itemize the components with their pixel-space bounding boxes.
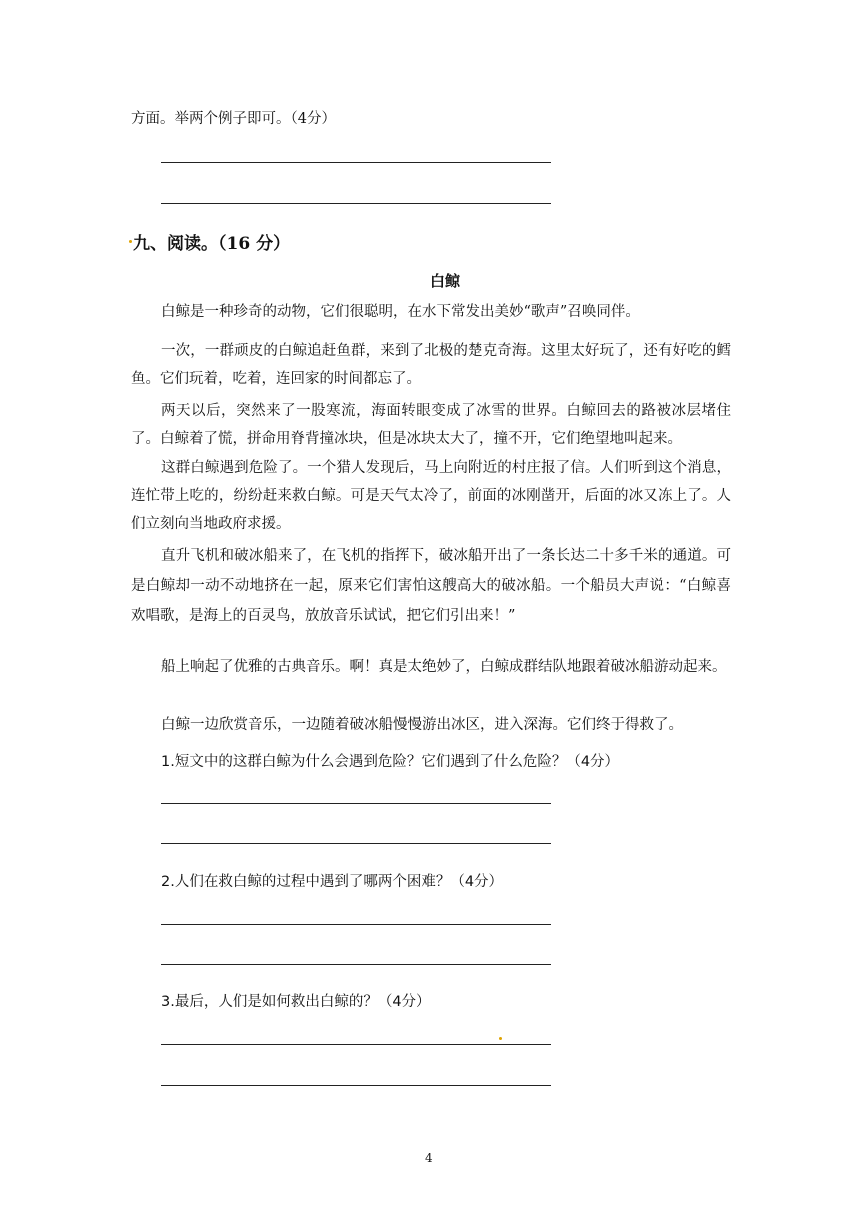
answer-line-q1[interactable] — [161, 803, 551, 804]
story-title: 白鲸 — [430, 272, 461, 290]
answer-line — [161, 162, 551, 163]
marker-dot — [499, 1037, 502, 1040]
story-paragraph: 船上响起了优雅的古典音乐。啊！真是太绝妙了，白鲸成群结队地跟着破冰船游动起来。 — [161, 659, 727, 675]
question-2: 2.人们在救白鲸的过程中遇到了哪两个困难？（4分） — [161, 874, 504, 890]
story-paragraph: 白鲸是一种珍奇的动物，它们很聪明，在水下常发出美妙“歌声”召唤同伴。 — [161, 304, 640, 320]
story-paragraph: 一次，一群顽皮的白鲸追赶鱼群，来到了北极的楚克奇海。这里太好玩了，还有好吃的鳕鱼。它们玩着，吃着，连回家的时间都忘了。 — [131, 343, 731, 387]
story-paragraph: 白鲸一边欣赏音乐，一边随着破冰船慢慢游出冰区，进入深海。它们终于得救了。 — [161, 717, 683, 733]
answer-line-q2[interactable] — [161, 924, 551, 925]
answer-line — [161, 203, 551, 204]
answer-line-q1[interactable] — [161, 843, 551, 844]
marker-dot — [129, 240, 132, 243]
section-heading: 九、阅读。（16 分） — [133, 234, 291, 254]
question-3: 3.最后，人们是如何救出白鲸的？（4分） — [161, 994, 431, 1010]
answer-line-q2[interactable] — [161, 964, 551, 965]
story-paragraph: 两天以后，突然来了一股寒流，海面转眼变成了冰雪的世界。白鲸回去的路被冰层堵住了。白鲸着了慌，拼命用脊背撞冰块，但是冰块太大了，撞不开，它们绝望地叫起来。 — [131, 403, 731, 447]
answer-line-q3[interactable] — [161, 1044, 551, 1045]
previous-question-text: 方面。举两个例子即可。（4分） — [131, 111, 336, 127]
story-paragraph: 直升飞机和破冰船来了，在飞机的指挥下，破冰船开出了一条长达二十多千米的通道。可是白鲸却一动不动地挤在一起，原来它们害怕这艘高大的破冰船。一个船员大声说：“白鲸喜欢唱歌，是海上的百灵鸟，放放音乐试试，把它们引出来！” — [131, 548, 731, 624]
question-1: 1.短文中的这群白鲸为什么会遇到危险？它们遇到了什么危险？（4分） — [161, 754, 620, 770]
page-number: 4 — [425, 1151, 433, 1165]
answer-line-q3[interactable] — [161, 1085, 551, 1086]
story-paragraph: 这群白鲸遇到危险了。一个猎人发现后，马上向附近的村庄报了信。人们听到这个消息，连忙带上吃的，纷纷赶来救白鲸。可是天气太冷了，前面的冰刚凿开，后面的冰又冻上了。人们立刻向当地政府求援。 — [131, 460, 731, 532]
